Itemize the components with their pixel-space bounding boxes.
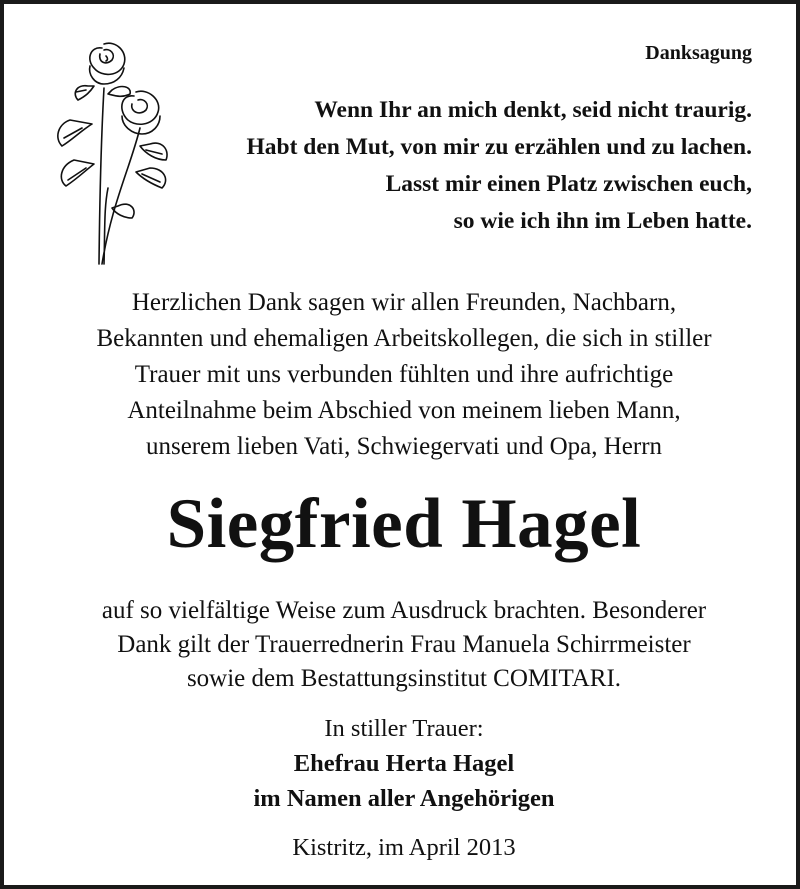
closing-paragraph <box>4 594 800 696</box>
poem-line: Wenn Ihr an mich denkt, seid nicht traurig. <box>314 97 752 123</box>
text-line: unserem lieben Vati, Schwiegervati und Opa, Herrn <box>145 433 663 460</box>
text-line: sowie dem Bestattungsinstitut COMITARI. <box>186 665 622 692</box>
deceased-name: Siegfried Hagel <box>166 485 642 563</box>
text-line: auf so vielfältige Weise zum Ausdruck brachten. Besonderer <box>101 597 707 624</box>
text-line: Anteilnahme beim Abschied von meinem lieben Mann, <box>127 397 681 424</box>
notice-heading: Danksagung <box>645 42 752 64</box>
text-line: Herzlichen Dank sagen wir allen Freunden, Nachbarn, <box>131 289 677 316</box>
signature-block <box>4 711 800 816</box>
text-line: Trauer mit uns verbunden fühlten und ihre aufrichtige <box>134 361 674 388</box>
signature-family: im Namen aller Angehörigen <box>253 785 555 812</box>
poem-verse <box>152 92 752 240</box>
thanks-paragraph <box>4 285 800 465</box>
poem-line: Lasst mir einen Platz zwischen euch, <box>385 171 752 197</box>
poem-line: so wie ich ihn im Leben hatte. <box>453 208 752 234</box>
text-line: Bekannten und ehemaligen Arbeitskollegen, die sich in stiller <box>96 325 712 352</box>
text-line: Dank gilt der Trauerrednerin Frau Manuela Schirrmeister <box>117 631 691 658</box>
signature-name: Ehefrau Herta Hagel <box>293 750 515 777</box>
signature-intro: In stiller Trauer: <box>324 715 484 742</box>
poem-line: Habt den Mut, von mir zu erzählen und zu lachen. <box>246 134 752 160</box>
place-date: Kistritz, im April 2013 <box>292 834 516 861</box>
